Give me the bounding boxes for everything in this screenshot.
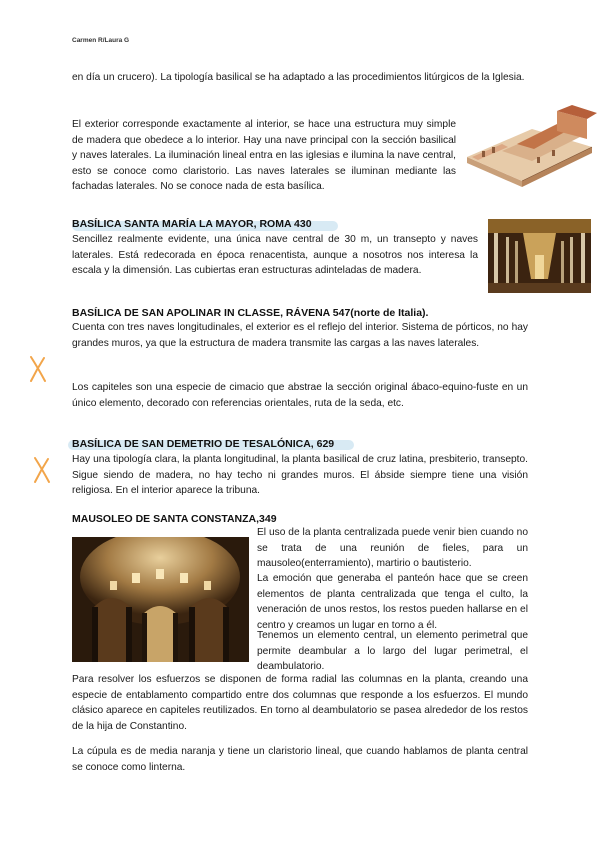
paragraph-5: Los capiteles son una especie de cimacio que abstrae la sección original ábaco-equino-fuste en un único elemento, decorado con referencias orientales, ruta de la seda, etc. [72,382,528,409]
paragraph-4: Cuenta con tres naves longitudinales, el exterior es el reflejo del interior. Sistema de pórticos, no hay grandes muros, ya que la estructura de madera transmite las cargas a las naves laterales. [72,322,528,349]
paragraph-1: en día un crucero). La tipología basilical se ha adaptado a las procedimientos litúrgicos de la Iglesia. [72,72,525,83]
paragraph-3: Sencillez realmente evidente, una única nave central de 30 m, un transepto y naves laterales. Está redecorada en época renacentista, aunque a nosotros nos interesa la escala y la dimensión. Las cubiertas eran estructuras adinteladas de madera. [72,234,478,277]
paragraph-7: El uso de la planta centralizada puede venir bien cuando no se trata de una reunión de fieles, para un mausoleo(enterramiento), martirio o bautisterio. [257,527,528,570]
x-mark-annotation [32,455,52,485]
heading-san-demetrio: BASÍLICA DE SAN DEMETRIO DE TESALÓNICA, 629 [72,438,335,450]
heading-santa-maria-mayor: BASÍLICA SANTA MARÍA LA MAYOR, ROMA 430 [72,218,312,230]
paragraph-2: El exterior corresponde exactamente al interior, se hace una estructura muy simple de madera que obedece a lo interior. Hay una nave principal con la sección basilical y naves laterales. La iluminación lineal entra en las iglesias e ilumina la nave central, esto se conoce como claristorio. Las naves laterales se iluminan mediante las fachadas laterales. No se conoce nada de esta basílica. [72,119,456,193]
paragraph-6: Hay una tipología clara, la planta longitudinal, la planta basilical de cruz latina, presbiterio, transepto. Sigue siendo de madera, no hay techo ni grandes muros. El ábside siempre tiene una visión religiosa. En el interior aparece la tribuna. [72,454,528,497]
paragraph-10: Para resolver los esfuerzos se disponen de forma radial las columnas en la planta, creando una especie de entablamento compartido entre dos columnas que responde a los esfuerzos. El mundo clásico aparece en capiteles reutilizados. En torno al deambulatorio se pasea alrededor de los restos de la hija de Constantino. [72,674,528,732]
paragraph-9: Tenemos un elemento central, un elemento perimetral que permite deambular a lo largo del lugar perimetral, el deambulatorio. [257,630,528,673]
x-mark-annotation [28,354,48,384]
santa-constanza-interior-image [72,537,249,662]
heading-santa-constanza: MAUSOLEO DE SANTA CONSTANZA,349 [72,513,277,525]
heading-san-apolinar: BASÍLICA DE SAN APOLINAR IN CLASSE, RÁVENA 547(norte de Italia). [72,307,429,319]
paragraph-8: La emoción que generaba el panteón hace que se creen elementos de planta centralizada que tenga el culto, la veneración de unos restos, los restos pueden hallarse en el centro y creamos un lugar en torno a él. [257,573,528,631]
page-header: Carmen R/Laura G [72,37,130,44]
basilica-axonometric-image [462,99,600,191]
paragraph-11: La cúpula es de media naranja y tiene un claristorio lineal, que cuando hablamos de planta central se conoce como linterna. [72,746,528,773]
santa-maria-mayor-interior-image [488,219,591,293]
